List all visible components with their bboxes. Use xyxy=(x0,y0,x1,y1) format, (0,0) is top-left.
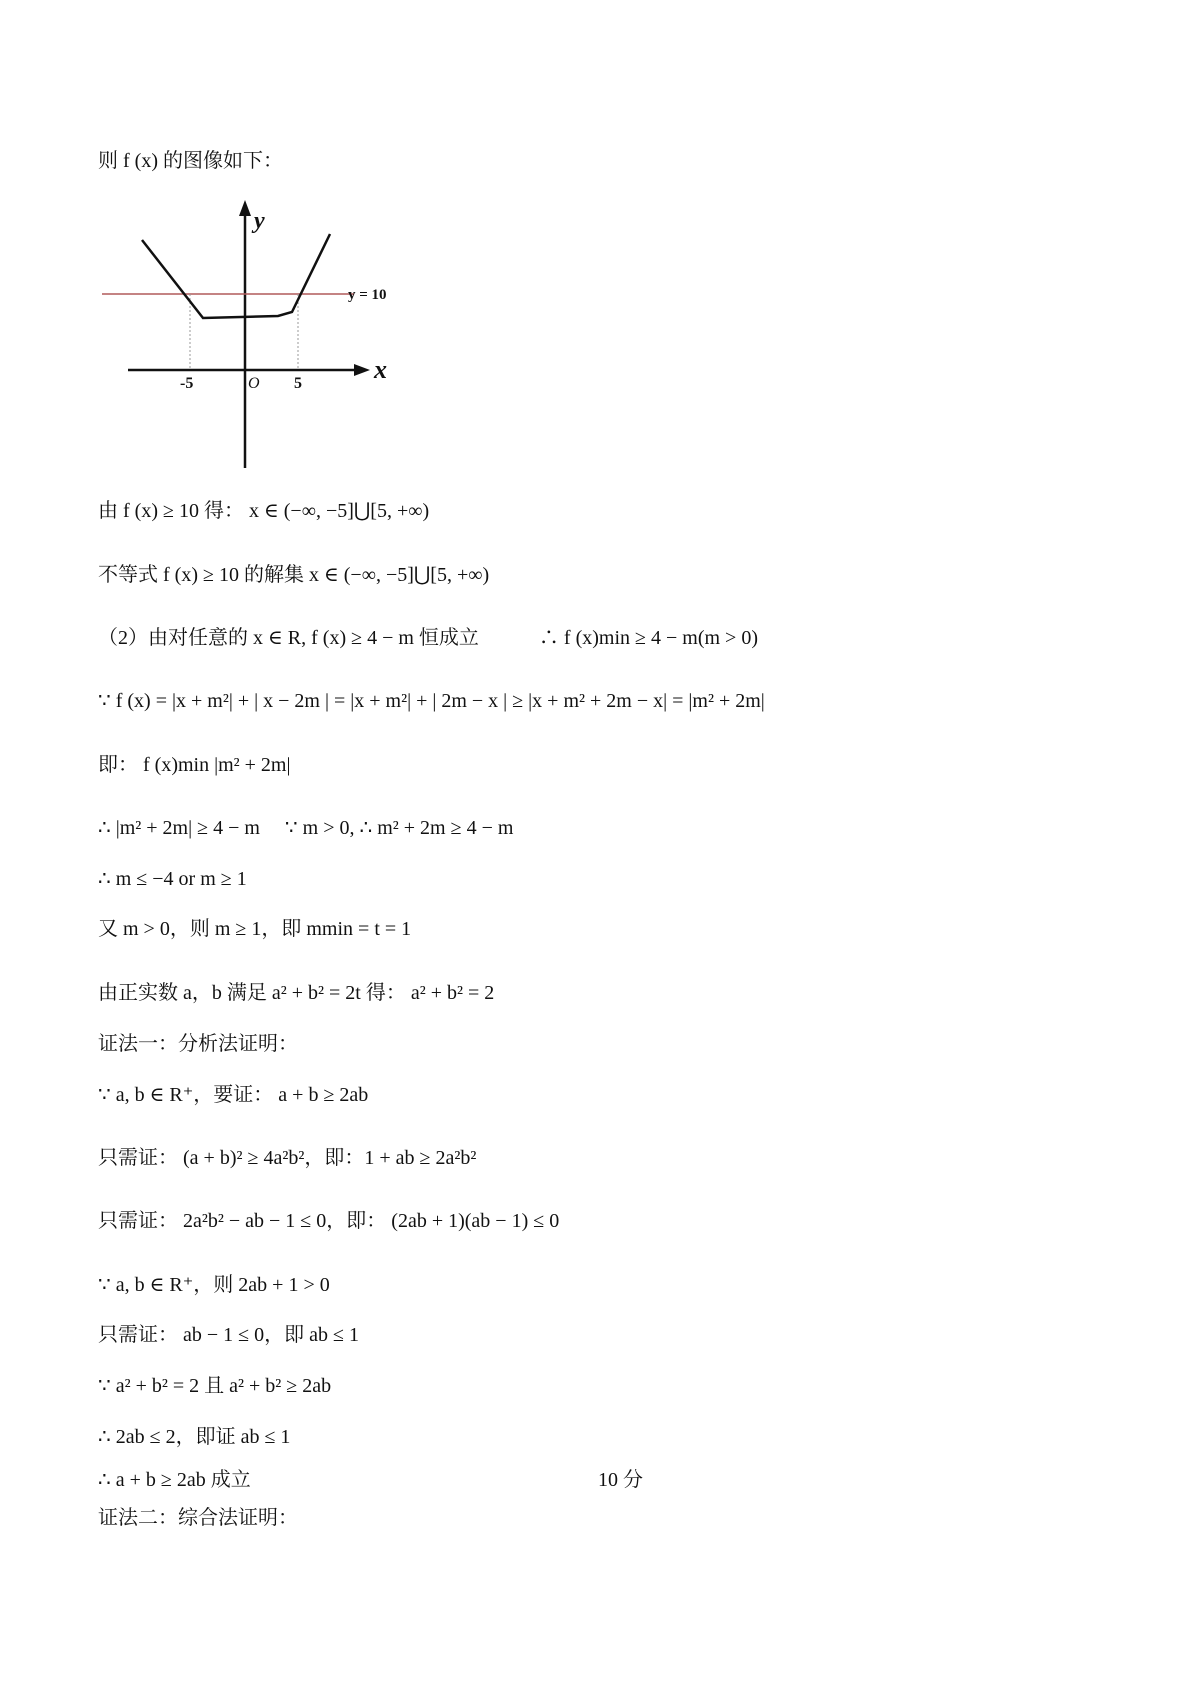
text-line-10: 由正实数 a，b 满足 a² + b² = 2t 得： a² + b² = 2 xyxy=(98,982,495,1004)
origin-label: O xyxy=(248,375,260,392)
x-axis-label: x xyxy=(374,355,387,384)
text-line-17: ∵ a² + b² = 2 且 a² + b² ≥ 2ab xyxy=(98,1375,332,1397)
y-axis-arrow-icon xyxy=(239,200,251,216)
text-line-13: 只需证： (a + b)² ≥ 4a²b²，即：1 + ab ≥ 2a²b² xyxy=(98,1147,477,1169)
y-axis-label: y xyxy=(254,208,265,234)
text-line-14: 只需证： 2a²b² − ab − 1 ≤ 0，即： (2ab + 1)(ab − 1) ≤ 0 xyxy=(98,1210,560,1232)
text-line-6: 即： f (x)min |m² + 2m| xyxy=(98,754,291,776)
line-label-y10: y = 10 xyxy=(348,287,387,303)
function-graph xyxy=(98,198,398,473)
score-label: 10 分 xyxy=(598,1469,643,1491)
text-line-1: 则 f (x) 的图像如下： xyxy=(98,150,283,172)
text-line-4: （2）由对任意的 x ∈ R, f (x) ≥ 4 − m 恒成立 ∴ f (x)min ≥ 4 − m(m > 0) xyxy=(98,627,758,649)
text-line-3: 不等式 f (x) ≥ 10 的解集 x ∈ (−∞, −5]⋃[5, +∞) xyxy=(98,564,490,586)
function-curve xyxy=(142,234,330,318)
x-axis-arrow-icon xyxy=(354,364,370,376)
text-line-20: 证法二：综合法证明： xyxy=(98,1507,298,1529)
text-line-5: ∵ f (x) = |x + m²| + | x − 2m | = |x + m²| + | 2m − x | ≥ |x + m² + 2m − x| = |m² + 2m| xyxy=(98,690,765,712)
text-line-2: 由 f (x) ≥ 10 得： x ∈ (−∞, −5]⋃[5, +∞) xyxy=(98,500,430,522)
text-line-12: ∵ a, b ∈ R⁺，要证： a + b ≥ 2ab xyxy=(98,1084,369,1106)
tick-pos5: 5 xyxy=(294,375,302,392)
tick-neg5: -5 xyxy=(180,375,194,392)
text-line-19: ∴ a + b ≥ 2ab 成立 xyxy=(98,1469,251,1491)
text-line-9: 又 m > 0，则 m ≥ 1，即 mmin = t = 1 xyxy=(98,918,412,940)
text-line-16: 只需证： ab − 1 ≤ 0，即 ab ≤ 1 xyxy=(98,1324,359,1346)
text-line-18: ∴ 2ab ≤ 2，即证 ab ≤ 1 xyxy=(98,1426,291,1448)
text-line-8: ∴ m ≤ −4 or m ≥ 1 xyxy=(98,868,247,890)
text-line-11: 证法一：分析法证明： xyxy=(98,1033,298,1055)
text-line-7: ∴ |m² + 2m| ≥ 4 − m ∵ m > 0, ∴ m² + 2m ≥ 4 − m xyxy=(98,817,514,839)
text-line-15: ∵ a, b ∈ R⁺，则 2ab + 1 > 0 xyxy=(98,1274,330,1296)
